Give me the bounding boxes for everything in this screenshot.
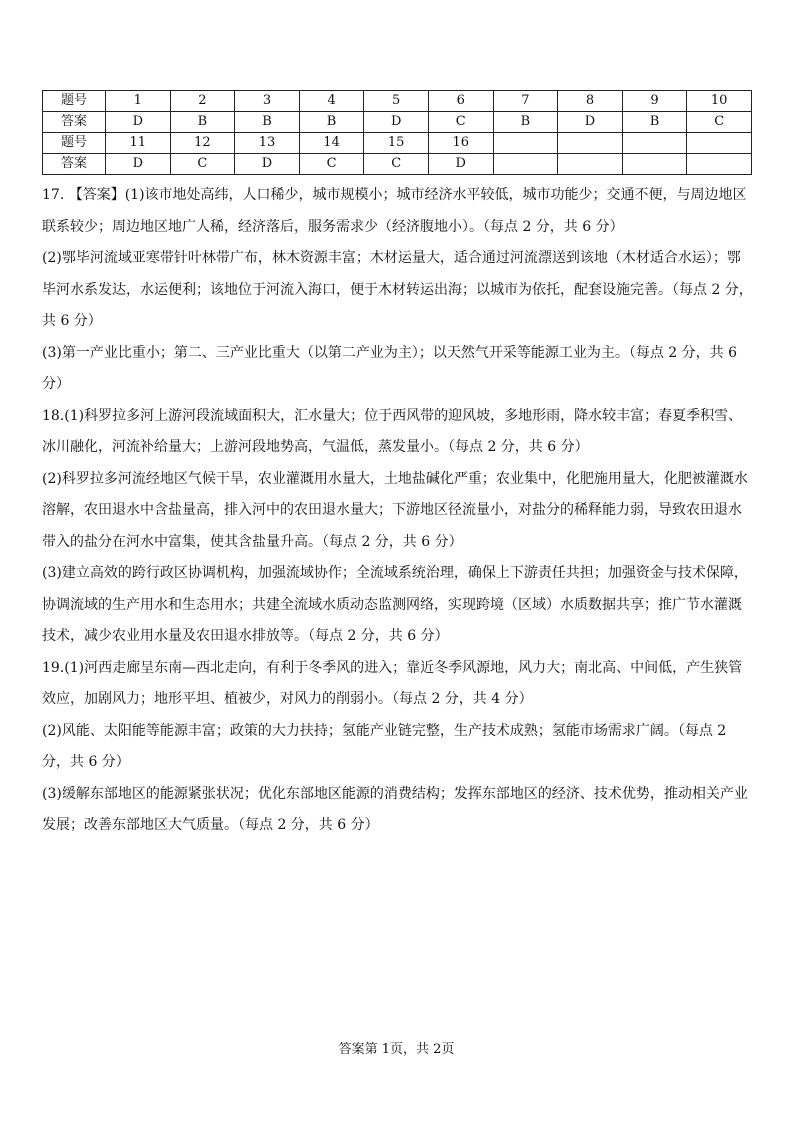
table-cell (622, 154, 687, 175)
paragraph-17-3: (3)第一产业比重小；第二、三产业比重大（以第二产业为主）；以天然气开采等能源工业为主。（每点 2 分，共 6 分） (42, 344, 737, 392)
table-cell (493, 154, 558, 175)
table-cell: 6 (428, 91, 493, 112)
paragraph-17-1: 17. 【答案】(1)该市地处高纬，人口稀少，城市规模小；城市经济水平较低，城市功能少；交通不便，与周边地区联系较少；周边地区地广人稀，经济落后，服务需求少（经济腹地小）。（每点 2 分，共 6 分） (42, 187, 747, 235)
table-cell: 14 (299, 133, 364, 154)
table-cell: 1 (106, 91, 171, 112)
table-cell (687, 154, 752, 175)
table-cell: D (558, 112, 623, 133)
table-cell: D (106, 112, 171, 133)
table-cell: 11 (106, 133, 171, 154)
table-row (43, 91, 752, 112)
paragraph-17-2: (2)鄂毕河流域亚寒带针叶林带广布，林木资源丰富；木材运量大，适合通过河流漂送到该地（木材适合水运）；鄂毕河水系发达，水运便利；该地位于河流入海口，便于木材转运出海；以城市为依托，配套设施完善。（每点 2 分，共 6 分） (42, 250, 753, 329)
table-cell: B (493, 112, 558, 133)
paragraph-19-3: (3)缓解东部地区的能源紧张状况；优化东部地区能源的消费结构；发挥东部地区的经济、技术优势，推动相关产业发展；改善东部地区大气质量。（每点 2 分，共 6 分） (42, 785, 748, 833)
table-cell: 4 (299, 91, 364, 112)
table-cell (687, 133, 752, 154)
table-cell (558, 154, 623, 175)
table-cell: B (622, 112, 687, 133)
table-cell: 7 (493, 91, 558, 112)
answer-table (42, 90, 752, 175)
table-cell (558, 133, 623, 154)
table-cell (493, 133, 558, 154)
answer-content (42, 180, 754, 842)
table-cell: D (235, 154, 300, 175)
table-cell: C (299, 154, 364, 175)
row-label: 题号 (43, 91, 106, 112)
paragraph-19-2: (2)风能、太阳能等能源丰富；政策的大力扶持；氢能产业链完整，生产技术成熟；氢能市场需求广阔。（每点 2 分，共 6 分） (42, 722, 727, 770)
page-footer: 答案第 1页，共 2页 (338, 1042, 455, 1057)
table-cell: 16 (428, 133, 493, 154)
table-cell: D (106, 154, 171, 175)
paragraph-19-1: 19.(1)河西走廊呈东南—西北走向，有利于冬季风的进入；靠近冬季风源地，风力大；南北高、中间低，产生狭管效应，加剧风力；地形平坦、植被少，对风力的削弱小。（每点 2 分，共 4 分） (42, 659, 743, 707)
paragraph-18-1: 18.(1)科罗拉多河上游河段流域面积大，汇水量大；位于西风带的迎风坡，多地形雨，降水较丰富；春夏季积雪、冰川融化，河流补给量大；上游河段地势高，气温低，蒸发量小。（每点 2 分，共 6 分） (42, 407, 743, 455)
row-label: 题号 (43, 133, 106, 154)
table-cell: C (170, 154, 235, 175)
table-cell: C (364, 154, 429, 175)
paragraph-18-2: (2)科罗拉多河流经地区气候干旱，农业灌溉用水量大，土地盐碱化严重；农业集中，化肥施用量大，化肥被灌溉水溶解，农田退水中含盐量高，排入河中的农田退水量大；下游地区径流量小，对盐分的稀释能力弱，导致农田退水带入的盐分在河水中富集，使其含盐量升高。（每点 2 分，共 6 分） (42, 470, 748, 550)
table-cell: 13 (235, 133, 300, 154)
table-cell: 15 (364, 133, 429, 154)
row-label: 答案 (43, 112, 106, 133)
table-cell: C (428, 112, 493, 133)
table-row (43, 133, 752, 154)
table-cell: 3 (235, 91, 300, 112)
table-cell: 5 (364, 91, 429, 112)
table-row (43, 154, 752, 175)
table-row (43, 112, 752, 133)
table-cell: 10 (687, 91, 752, 112)
table-cell: C (687, 112, 752, 133)
table-cell: 2 (170, 91, 235, 112)
table-cell: 9 (622, 91, 687, 112)
table-cell: D (364, 112, 429, 133)
table-cell: D (428, 154, 493, 175)
table-cell (622, 133, 687, 154)
table-cell: B (235, 112, 300, 133)
table-cell: B (170, 112, 235, 133)
paragraph-18-3: (3)建立高效的跨行政区协调机构，加强流域协作；全流域系统治理，确保上下游责任共担；加强资金与技术保障，协调流域的生产用水和生态用水；共建全流域水质动态监测网络，实现跨境（区域）水质数据共享；推广节水灌溉技术，减少农业用水量及农田退水排放等。（每点 2 分，共 6 分） (42, 565, 748, 644)
table-cell: 12 (170, 133, 235, 154)
table-cell: B (299, 112, 364, 133)
table-cell: 8 (558, 91, 623, 112)
row-label: 答案 (43, 154, 106, 175)
